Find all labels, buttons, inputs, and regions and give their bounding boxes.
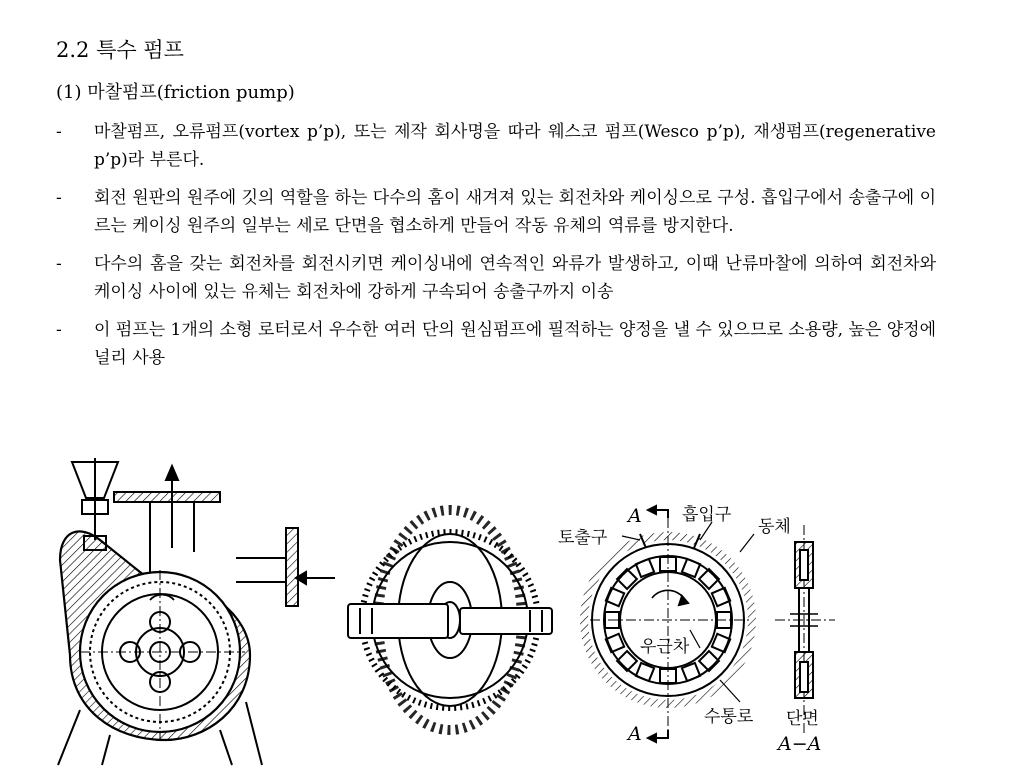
impeller-drawing — [348, 510, 552, 730]
label-impeller: 우근차 — [640, 637, 690, 657]
label-a-bottom: A — [628, 723, 642, 745]
bullet-item — [56, 250, 936, 306]
label-casing: 동체 — [758, 517, 791, 537]
label-section-mark: A−A — [778, 733, 822, 755]
label-discharge: 토출구 — [558, 528, 608, 548]
label-channel: 수통로 — [704, 707, 754, 727]
bullet-dash: - — [56, 188, 62, 208]
bullet-dash: - — [56, 122, 62, 142]
pump-section-drawing — [58, 458, 335, 765]
pump-figures — [0, 440, 1024, 768]
bullet-item — [56, 184, 936, 240]
label-section: 단면 — [786, 709, 819, 729]
bullet-text: 마찰펌프, 오류펌프(vortex p’p), 또는 제작 회사명을 따라 웨스코 펌프(Wesco p’p), 재생펌프(regenerative p’p)라 부른다. — [94, 122, 936, 170]
label-suction: 흡입구 — [682, 505, 732, 525]
section-subtitle: (1) 마찰펌프(friction pump) — [56, 82, 295, 103]
section-view-drawing — [775, 525, 835, 735]
bullet-text: 회전 원판의 원주에 깃의 역할을 하는 다수의 홈이 새겨져 있는 회전차와 케이싱으로 구성. 흡입구에서 송출구에 이르는 케이싱 원주의 일부는 세로 단면을 협소하게 만들어 작동 유체의 역류를 방지한다. — [94, 188, 936, 236]
bullet-text: 이 펌프는 1개의 소형 로터로서 우수한 여러 단의 원심펌프에 필적하는 양정을 낼 수 있으므로 소용량, 높은 양정에 널리 사용 — [94, 320, 936, 368]
bullet-text: 다수의 홈을 갖는 회전차를 회전시키면 케이싱내에 연속적인 와류가 발생하고, 이때 난류마찰에 의하여 회전차와 케이싱 사이에 있는 유체는 회전차에 강하게 구속되어 송출구까지 이송 — [94, 254, 936, 302]
bullet-item — [56, 316, 936, 372]
page-title: 2.2 특수 펌프 — [56, 38, 184, 62]
label-a-top: A — [628, 505, 642, 527]
bullet-list — [56, 118, 936, 382]
bullet-item — [56, 118, 936, 174]
bullet-dash: - — [56, 254, 62, 274]
bullet-dash: - — [56, 320, 62, 340]
